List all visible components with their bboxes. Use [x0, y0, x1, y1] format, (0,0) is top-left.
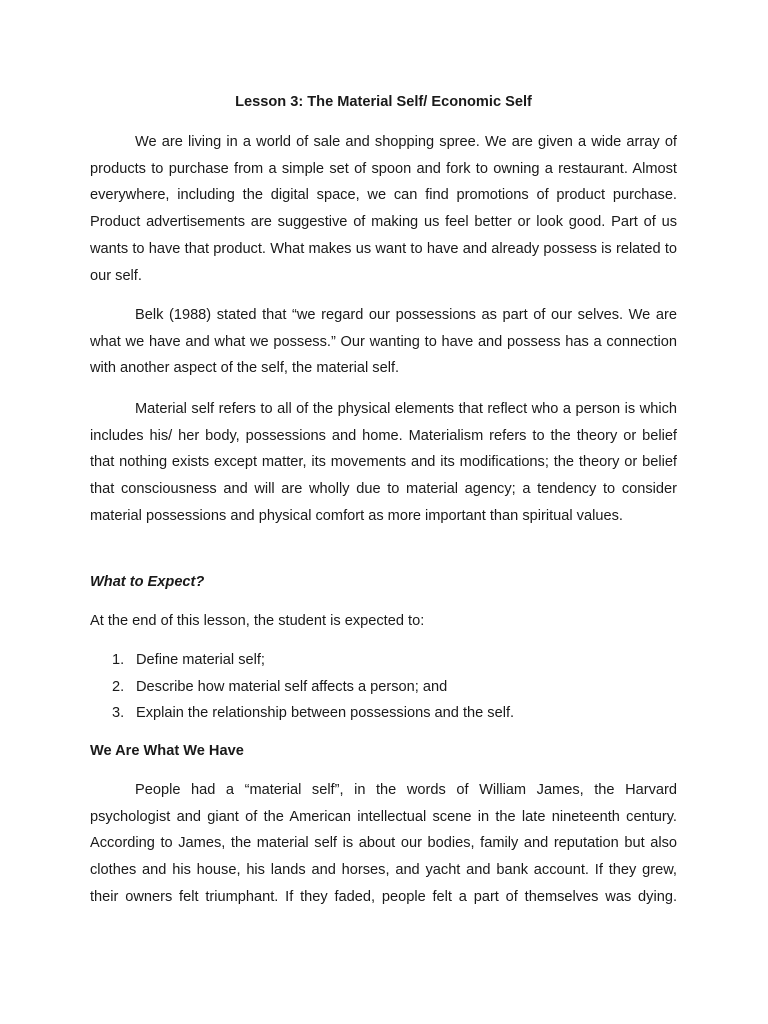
- belk-paragraph: Belk (1988) stated that “we regard our possessions as part of our selves. We are what we have and what we possess.” Our wanting to have and possess has a connection with another aspect of the self, the material self.: [90, 307, 677, 377]
- objectives-list: [112, 650, 514, 730]
- what-to-expect-heading: What to Expect?: [90, 574, 205, 590]
- lesson-title: Lesson 3: The Material Self/ Economic Self: [235, 94, 532, 110]
- list-item-text: Explain the relationship between possessions and the self.: [136, 705, 515, 722]
- material-self-paragraph: Material self refers to all of the physical elements that reflect who a person is which includes his/ her body, possessions and home. Materialism refers to the theory or belief that nothing exists except matter, its movements and its modifications; the theory or belief that consciousness and will are wholly due to material agency; a tendency to consider material possessions and physical comfort as more important than spiritual values.: [90, 401, 677, 524]
- list-item-number: 3.: [112, 705, 125, 722]
- list-item: [112, 677, 514, 704]
- list-item-number: 1.: [112, 652, 125, 668]
- list-item-text: Define material self;: [136, 652, 265, 668]
- list-item: [112, 703, 514, 730]
- list-item: [112, 650, 514, 677]
- intro-paragraph: We are living in a world of sale and shopping spree. We are given a wide array of products to purchase from a simple set of spoon and fork to owning a restaurant. Almost everywhere, including the digital space, we can find promotions of product purchase. Product advertisements are suggestive of making us feel better or look good. Part of us wants to have that product. What makes us want to have and already possess is related to our self.: [90, 134, 677, 284]
- we-are-what-we-have-heading: We Are What We Have: [90, 743, 244, 759]
- list-item-number: 2.: [112, 678, 125, 695]
- list-item-text: Describe how material self affects a person; and: [136, 678, 448, 695]
- expect-intro-text: At the end of this lesson, the student is expected to:: [90, 613, 425, 629]
- william-james-paragraph: People had a “material self”, in the words of William James, the Harvard psychologist and giant of the American intellectual scene in the late nineteenth century. According to James, the material self is about our bodies, family and reputation but also clothes and his house, his lands and horses, and yacht and bank account. If they grew, their owners felt triumphant. If they faded, people felt a part of themselves was dying.: [90, 782, 677, 905]
